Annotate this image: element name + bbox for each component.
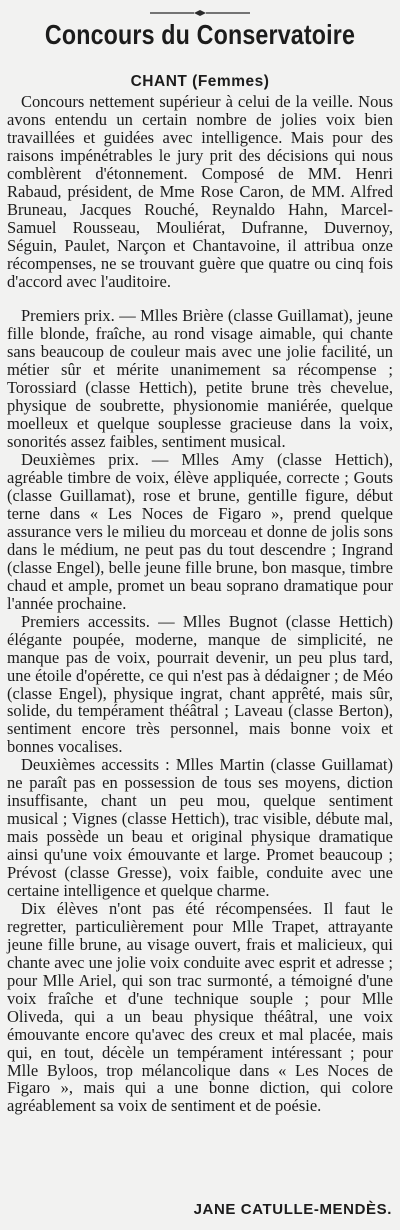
section-heading: CHANT (Femmes) xyxy=(130,73,270,90)
paragraph-deuxiemes-accessits: Deuxièmes accessits : Mlles Martin (classe Guillamat) ne paraît pas en possession de tous ses moyens, diction insuffisante, chant un peu mou, quelque sentiment musical ; Vignes (classe Hettich), trac visible, débute mal, mais possède un beau et original physique dramatique ainsi qu'une voix émouvante et large. Promet beaucoup ; Prévost (classe Gresse), voix faible, conduite avec une certaine intelligence et quelque charme. xyxy=(7,755,393,900)
paragraph-non-recompensees: Dix élèves n'ont pas été récompensées. Il faut le regretter, particulièrement pour Mlle Trapet, attrayante jeune fille brune, au visage ouvert, frais et malicieux, qui chante avec une jolie voix conduite avec esprit et adresse ; pour Mlle Ariel, qui son trac surmonté, a témoigné d'une voix fraîche et d'une technique souple ; pour Mlle Oliveda, qui a un beau physique théâtral, une voix émouvante encore qu'avec des creux et mal placée, mais qui, en tout, décèle un tempérament intéressant ; pour Mlle Byloos, trop mélancolique dans « Les Noces de Figaro », mais qui a une bonne diction, qui colore agréablement sa voix de sentiment et de poésie. xyxy=(7,898,393,1116)
article-body xyxy=(7,93,393,1115)
paragraph-premiers-accessits: Premiers accessits. — Mlles Bugnot (classe Hettich) élégante poupée, moderne, manque de simplicité, ne manque pas de voix, pourrait devenir, un peu plus tard, une étoile d'opérette, ce qui n'est pas à dédaigner ; de Méo (classe Engel), physique ingrat, chant apprêté, mais sûr, solide, du tempérament théâtral ; Laveau (classe Berton), sentiment encore très personnel, mais bonne voix et bonnes vocalises. xyxy=(7,611,393,757)
author-signature: JANE CATULLE-MENDÈS. xyxy=(193,1201,392,1218)
title-ornament-rule xyxy=(150,9,250,17)
article-title: Concours du Conservatoire xyxy=(44,19,356,50)
paragraph-deuxiemes-prix: Deuxièmes prix. — Mlles Amy (classe Hettich), agréable timbre de voix, élève appliquée, correcte ; Gouts (classe Guillamat), rose et brune, gentille figure, début terne dans « Les Noces de Figaro », prend quelque assurance vers le milieu du morceau et donne de jolis sons dans le médium, ne peut pas du tout descendre ; Ingrand (classe Engel), belle jeune fille brune, bon masque, timbre chaud et ample, promet un beau soprano dramatique pour l'année prochaine. xyxy=(7,450,393,613)
paragraph-premiers-prix: Premiers prix. — Mlles Brière (classe Guillamat), jeune fille blonde, fraîche, au rond visage aimable, qui chante sans beaucoup de couleur mais avec une jolie facilité, un métier sûr et mérite unanimement sa récompense ; Torossiard (classe Hettich), petite brune très chevelue, physique de soubrette, physionomie maniérée, quelque moelleux et quelque souplesse gracieuse dans la voix, sonorités assez faibles, sentiment musical. xyxy=(7,306,393,452)
paragraph-intro: Concours nettement supérieur à celui de la veille. Nous avons entendu un certain nombre de jolies voix bien travaillées et guidées avec intelligence. Mais pour des raisons impénétrables le jury prit des décisions qui nous comblèrent d'étonnement. Composé de MM. Henri Rabaud, président, de Mme Rose Caron, de MM. Alfred Bruneau, Jacques Rouché, Reynaldo Hahn, Marcel-Samuel Rousseau, Mouliérat, Dufranne, Duvernoy, Séguin, Paulet, Narçon et Chantavoine, il attribua onze récompenses, ne se trouvant guère que quatre ou cinq fois d'accord avec l'auditoire. xyxy=(7,92,393,291)
